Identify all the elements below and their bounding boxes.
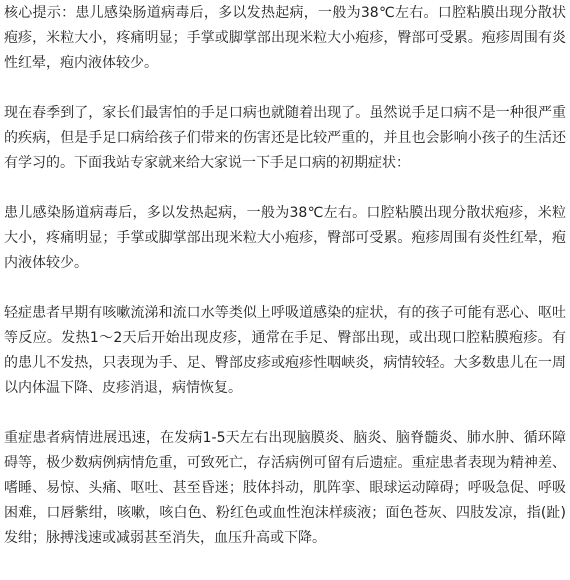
mild-cases-paragraph: 轻症患者早期有咳嗽流涕和流口水等类似上呼吸道感染的症状，有的孩子可能有恶心、呕吐等反应。发热1～2天后开始出现皮疹，通常在手足、臀部出现，或出现口腔粘膜疱疹。有的患儿不发热，只表现为手、足、臀部皮疹或疱疹性咽峡炎，病情较轻。大多数患儿在一周以内体温下降、皮疹消退，病情恢复。 (4, 305, 566, 396)
early-symptoms-paragraph: 患儿感染肠道病毒后，多以发热起病，一般为38℃左右。口腔粘膜出现分散状疱疹，米粒大小，疼痛明显；手掌或脚掌部出现米粒大小疱疹，臀部可受累。疱疹周围有炎性红晕，疱内液体较少。 (4, 205, 566, 271)
article-body (0, 1, 570, 551)
severe-cases-paragraph: 重症患者病情进展迅速，在发病1-5天左右出现脑膜炎、脑炎、脑脊髓炎、肺水肿、循环障碍等，极少数病例病情危重，可致死亡，存活病例可留有后遗症。重症患者表现为精神差、嗜睡、易惊、头痛、呕吐、甚至昏迷；肢体抖动，肌阵挛、眼球运动障碍；呼吸急促、呼吸困难，口唇紫绀，咳嗽，咳白色、粉红色或血性泡沫样痰液；面色苍灰、四肢发凉，指(趾)发绀；脉搏浅速或减弱甚至消失，血压升高或下降。 (4, 430, 566, 546)
key-tip-paragraph: 核心提示：患儿感染肠道病毒后，多以发热起病，一般为38℃左右。口腔粘膜出现分散状疱疹，米粒大小，疼痛明显；手掌或脚掌部出现米粒大小疱疹，臀部可受累。疱疹周围有炎性红晕，疱内液体较少。 (4, 5, 566, 71)
intro-paragraph: 现在春季到了，家长们最害怕的手足口病也就随着出现了。虽然说手足口病不是一种很严重的疾病，但是手足口病给孩子们带来的伤害还是比较严重的，并且也会影响小孩子的生活还有学习的。下面我站专家就来给大家说一下手足口病的初期症状： (4, 105, 566, 171)
